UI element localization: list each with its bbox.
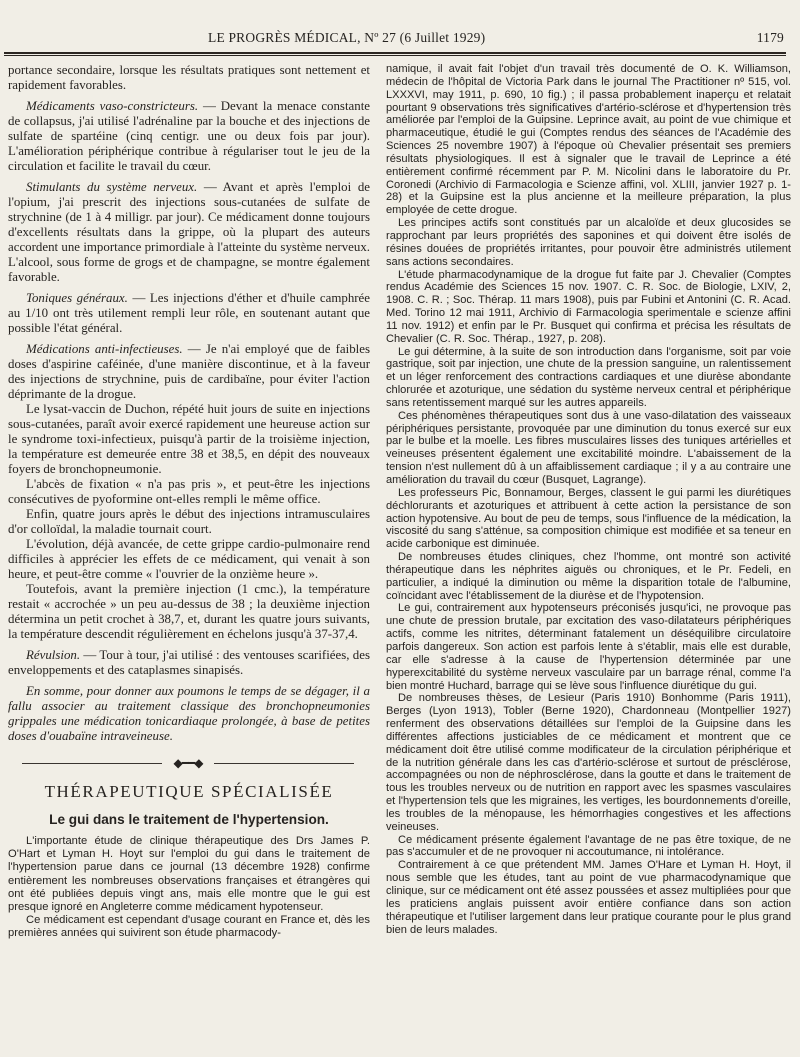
paragraph-text: — Tour à tour, j'ai utilisé : des ventouses scarifiées, des enveloppements et des cataplasmes sinapisés. <box>8 648 370 677</box>
paragraph: L'évolution, déjà avancée, de cette grippe cardio-pulmonaire rend difficiles à apprécier les effets de ce médicament, qui venait à son heure, et peut-être comme « l'ouvrier de la onzième heure ». <box>8 537 370 581</box>
paragraph <box>8 342 370 402</box>
header-rule <box>4 52 786 56</box>
paragraph-text: — Je n'ai employé que de faibles doses d'aspirine caféinée, d'une manière discontinue, et à la faveur des injections de strychnine, puis de cardibaïne, pour éviter l'action déprimante de la drogue. <box>8 342 370 401</box>
paragraph-text: — Devant la menace constante de collapsus, j'ai utilisé l'adrénaline par la bouche et des injections de sulfate de spartéine (cinq centigr. une ou deux fois par jour). L'amélioration périphérique contribue à régulariser tout le jeu de la circulation et facilite le travail du cœur. <box>8 99 370 173</box>
paragraph: Contrairement à ce que prétendent MM. James O'Hare et Lyman H. Hoyt, il nous semble que les études, tant au point de vue pharmacodynamique que clinique, sur ce médicament ont été assez poussées et assez multipliées pour que les praticiens anglais puissent avoir entière confiance dans son action thérapeutique et l'utiliser largement dans leur pratique courante pour le plus grand bien de leurs malades. <box>386 859 791 936</box>
paragraph-text: — Avant et après l'emploi de l'opium, j'ai prescrit des injections sous-cutanées de sulfate de strychnine (de 1 à 4 milligr. par jour). Ce médicament donne toujours d'excellents résultats dans la grippe, où la plupart des auteurs accordent une importance primordiale à l'atteinte du système nerveux. L'alcool, sous forme de grogs et de champagne, se montre également favorable. <box>8 180 370 284</box>
paragraph <box>8 291 370 336</box>
paragraph: Enfin, quatre jours après le début des injections intramusculaires d'or colloïdal, la maladie tournait court. <box>8 507 370 536</box>
paragraph: L'abcès de fixation « n'a pas pris », et peut-être les injections consécutives de pyoformine ont-elles rempli le même office. <box>8 477 370 506</box>
paragraph: Les professeurs Pic, Bonnamour, Berges, classent le gui parmi les diurétiques déchlorurants et azoturiques et attribuent à cette action la persistance de son action hypotensive. Au bout de peu de temps, sous l'influence de la médication, la viscosité du sang s'atténue, sa composition chimique est modifiée et sa teneur en acide carbonique est diminuée. <box>386 486 791 551</box>
ornament-icon: ◆━━◆ <box>173 756 203 770</box>
page-number: 1179 <box>756 30 784 45</box>
section-title: THÉRAPEUTIQUE SPÉCIALISÉE <box>44 782 334 801</box>
article-title: Le gui dans le traitement de l'hypertension. <box>49 812 329 827</box>
paragraph-heading: Révulsion. <box>26 648 81 662</box>
paragraph: Toutefois, avant la première injection (1 cmc.), la température restait « accrochée » un peu au-dessus de 38 ; la deuxième injection détermina un petit crochet à 38,7, et, durant les quatre jours suivants, la température descendit régulièrement en échelons jusqu'à 37-37,4. <box>8 582 370 641</box>
paragraph: De nombreuses études cliniques, chez l'homme, ont montré son activité thérapeutique dans les néphrites aiguës ou chroniques, et le Pr. Fedeli, en particulier, a indiqué la diminution ou même la disparition totale de l'albumine, coïncidant avec l'établissement de la diurèse et de l'hypotension. <box>386 551 791 602</box>
paragraph: L'étude pharmacodynamique de la drogue fut faite par J. Chevalier (Comptes rendus Académie des Sciences 15 nov. 1907. C. R. Soc. de Biologie, LXIV, 2, 1908. C. R. ; Soc. Thérap. 11 mars 1908), puis par Fubini et Antonini (C. R. Acad. Med. Torino 12 mai 1911, Archivio di Farmacologia sperimentale e scienze affini 11 nov. 1912) et enfin par le Pr. Busquet qui confirma et précisa les résultats de Chevalier (C. R. Soc. Thérap., 1927, p. 208). <box>386 268 791 345</box>
right-column <box>386 63 791 1053</box>
paragraph-conclusion: En somme, pour donner aux poumons le temps de se dégager, il a fallu associer au traitement classique des bronchopneumonies grippales une médication tonicardiaque prolongée, à base de petites doses d'ouabaïne intraveineuse. <box>8 684 370 743</box>
paragraph-heading: Médications anti-infectieuses. <box>26 342 183 356</box>
paragraph: Le lysat-vaccin de Duchon, répété huit jours de suite en injections sous-cutanées, paraît avoir exercé rapidement une heureuse action sur le syndrome toxi-infectieux, puisqu'à partir de la troisième injection, la température est demeurée entre 38 et 38,5, en dépit des nouveaux foyers de bronchopneumonie. <box>8 402 370 476</box>
paragraph: De nombreuses thèses, de Lesieur (Paris 1910) Bonhomme (Paris 1911), Berges (Lyon 1913), Tobler (Berne 1920), Chardonneau (Montpellier 1927) renferment des observations détaillées sur l'emploi de la Guipsine dans les différentes affections justiciables de ce médicament et montrent que ce médicament doit être utilisé comme modificateur de la circulation périphérique et de la nutrition générale dans les cas d'artério-sclérose et surtout de présclérose, accompagnées ou non de néphrosclérose, dans la goutte et dans le traitement de tous les troubles nerveux ou de nutrition en rapport avec les spasmes vasculaires et l'hypertension tels que les migraines, les vertiges, les bourdonnements d'oreille, les troubles de la ménopause, les hémorrhagies congestives et les affections veineuses. <box>386 692 791 833</box>
left-column <box>8 63 370 1053</box>
paragraph: Ces phénomènes thérapeutiques sont dus à une vaso-dilatation des vaisseaux périphériques persistante, provoquée par une diminution du tonus exercé sur eux par le bulbe et la moelle. Les fibres musculaires lisses des tuniques artérielles et veineuses présentent également une excitabilité moindre. L'abaissement de la tension n'est nullement dû à un affaiblissement cardiaque ; il y a au contraire une amélioration du travail du cœur (Busquet, Lagrange). <box>386 409 791 486</box>
paragraph: Les principes actifs sont constitués par un alcaloïde et deux glucosides se rapprochant par leurs propriétés des saponines et qui doivent être isolés de résines douées de propriétés irritantes, pour pouvoir être administrés utilement sans actions secondaires. <box>386 217 791 268</box>
ornamental-divider <box>8 752 370 776</box>
paragraph: L'importante étude de clinique thérapeutique des Drs James P. O'Hart et Lyman H. Hoyt sur l'emploi du gui dans le traitement de l'hypertension parue dans ce journal (13 décembre 1928) confirme entièrement les nombreuses observations françaises et étrangères qui ont été publiées depuis vingt ans, mais elle montre que le gui est presque ignoré en Angleterre comme médicament hypotenseur. <box>8 835 370 914</box>
paragraph <box>8 99 370 174</box>
paragraph: namique, il avait fait l'objet d'un travail très documenté de O. K. Williamson, médecin de l'hôpital de Victoria Park dans le journal The Practitioner nº 515, vol. LXXXVI, may 1911, p. 690, 10 fig.) ; il passa probablement inaperçu et relatait pourtant 9 observations très significatives d'artério-sclérose et d'hypertension très améliorée par l'emploi de la Guipsine. Leprince avait, au point de vue chimique et pharmaceutique, étudié le gui (Comptes rendus des séances de l'Académie des Sciences 25 novembre 1907) à l'époque où Chevalier présentait ses premiers résultats physiologiques. Il est à signaler que le travail de Leprince a été entièrement confirmé récemment par P. M. Nicolini dans le laboratoire du Pr. Coronedi (Archivio di Farmacologia e Scienze affini, vol. XLIII, janvier 1927 p. 1-28) et la Guipsine est la plus ancienne et la meilleure préparation, la plus employée de cette drogue. <box>386 63 791 217</box>
page-header <box>0 30 800 50</box>
paragraph <box>8 648 370 678</box>
paragraph-heading: Médicaments vaso-constricteurs. <box>26 99 199 113</box>
paragraph: Ce médicament est cependant d'usage courant en France et, dès les premières années qui suivirent son étude pharmacody- <box>8 914 370 940</box>
paragraph: Le gui, contrairement aux hypotenseurs préconisés jusqu'ici, ne provoque pas une chute de pression brutale, par excitation des vaso-dilatateurs périphériques actifs, comme les nitrites, déterminant fatalement un déséquilibre circulatoire parfois dangereux. Son action est parfois lente à s'établir, mais elle est durable, car elle s'adresse à la cause de l'hypertension déterminée par une hyperexcitabilité du système nerveux vasculaire par un barrage rénal, comme l'a bien montré Huchard, barrage qui se lève sous l'influence diurétique du gui. <box>386 602 791 692</box>
paragraph: portance secondaire, lorsque les résultats pratiques sont nettement et rapidement favorables. <box>8 63 370 92</box>
journal-issue: LE PROGRÈS MÉDICAL, Nº 27 (6 Juillet 1929) <box>208 30 486 45</box>
paragraph-text: — Les injections d'éther et d'huile camphrée au 1/10 ont très utilement rempli leur rôle, en soutenant autant que possible l'état général. <box>8 291 370 335</box>
paragraph-heading: Stimulants du système nerveux. <box>26 180 198 194</box>
paragraph-heading: Toniques généraux. <box>26 291 128 305</box>
paragraph: Le gui détermine, à la suite de son introduction dans l'organisme, soit par voie gastrique, soit par injection, une chute de la pression sanguine, un ralentissement et un léger renforcement des contractions cardiaques et une diurèse abondante chlorurée et azoturique, une sédation du système nerveux central et périphérique sans retentissement marqué sur les autres appareils. <box>386 345 791 409</box>
paragraph <box>8 180 370 285</box>
paragraph: Ce médicament présente également l'avantage de ne pas être toxique, de ne pas s'accumuler et de ne provoquer ni accoutumance, ni intolérance. <box>386 833 791 859</box>
